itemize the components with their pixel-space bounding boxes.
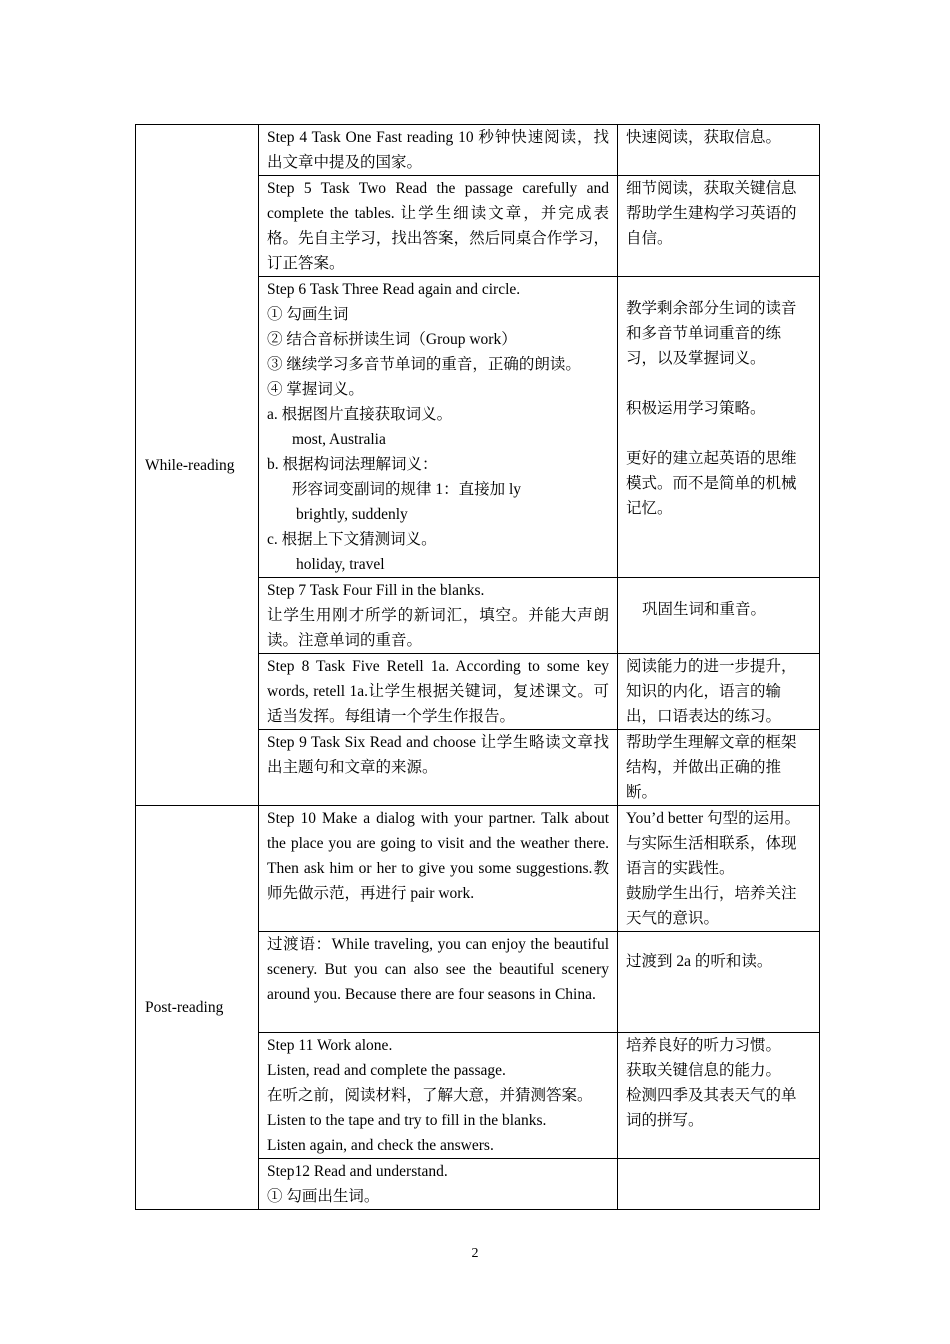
purpose-cell — [618, 277, 820, 578]
vocab-words: holiday, travel — [296, 556, 385, 573]
step-title: Step 7 Task Four Fill in the blanks. — [267, 582, 485, 599]
purpose-text: 过渡到 2a 的听和读。 — [626, 953, 773, 970]
purpose-text: You’d better 句型的运用。 — [626, 810, 801, 827]
purpose-text: 细节阅读，获取关键信息帮助学生建构学习英语的自信。 — [626, 180, 797, 247]
activity-cell — [259, 578, 618, 654]
activity-cell — [259, 654, 618, 730]
list-item: ③ 继续学习多音节单词的重音，正确的朗读。 — [267, 356, 581, 373]
purpose-text: 巩固生词和重音。 — [642, 601, 767, 618]
purpose-text: 阅读能力的进一步提升，知识的内化，语言的输出，口语表达的练习。 — [626, 658, 797, 725]
activity-cell — [259, 125, 618, 176]
step-line: 在听之前，阅读材料，了解大意，并猜测答案。 — [267, 1087, 593, 1104]
step-title: Step12 Read and understand. — [267, 1163, 448, 1180]
purpose-cell — [618, 932, 820, 1033]
activity-cell — [259, 176, 618, 277]
purpose-text: 快速阅读，获取信息。 — [626, 129, 782, 146]
list-item: ④ 掌握词义。 — [267, 381, 364, 398]
vocab-words: brightly, suddenly — [296, 506, 408, 523]
sub-label: a. 根据图片直接获取词义。 — [267, 406, 453, 423]
lesson-plan-table — [135, 124, 820, 1210]
step-line: Listen, read and complete the passage. — [267, 1062, 506, 1079]
step-title: Step 6 Task Three Read again and circle. — [267, 281, 521, 298]
purpose-cell — [618, 578, 820, 654]
stage-cell-post-reading — [136, 806, 259, 1210]
purpose-text: 培养良好的听力习惯。 — [626, 1037, 782, 1054]
step-title: Step 11 Work alone. — [267, 1037, 393, 1054]
page-number: 2 — [471, 1246, 479, 1261]
sub-label: b. 根据构词法理解词义： — [267, 456, 438, 473]
purpose-cell — [618, 125, 820, 176]
table-row — [136, 125, 820, 176]
table-row — [136, 806, 820, 932]
purpose-text: 教学剩余部分生词的读音和多音节单词重音的练习，以及掌握词义。 — [626, 300, 797, 367]
activity-cell — [259, 1159, 618, 1210]
stage-label: Post-reading — [145, 999, 224, 1016]
step-text: Step 5 Task Two Read the passage carefully and complete the tables. 让学生细读文章，并完成表格。先自主学习，找出答案，然后同桌合作学习，订正答案。 — [267, 180, 609, 272]
step-text: 让学生用刚才所学的新词汇，填空。并能大声朗读。注意单词的重音。 — [267, 607, 609, 649]
activity-cell — [259, 277, 618, 578]
purpose-cell — [618, 176, 820, 277]
list-item: ② 结合音标拼读生词（Group work） — [267, 331, 517, 348]
purpose-cell — [618, 1159, 820, 1210]
activity-cell — [259, 932, 618, 1033]
stage-label: While-reading — [145, 456, 235, 474]
step-line: Listen again, and check the answers. — [267, 1137, 494, 1154]
activity-cell — [259, 1033, 618, 1159]
transition-text: 过渡语：While traveling, you can enjoy the beautiful scenery. But you can also see the beautiful scenery around you. Because there are four seasons in China. — [267, 936, 609, 1003]
vocab-words: most, Australia — [292, 431, 386, 448]
purpose-cell — [618, 654, 820, 730]
purpose-text: 更好的建立起英语的思维模式。而不是简单的机械记忆。 — [626, 450, 797, 517]
purpose-text: 获取关键信息的能力。 — [626, 1062, 782, 1079]
list-item: ① 勾画出生词。 — [267, 1188, 380, 1205]
rule-text: 形容词变副词的规律 1：直接加 ly — [292, 481, 522, 498]
step-text: Step 9 Task Six Read and choose 让学生略读文章找出主题句和文章的来源。 — [267, 734, 609, 776]
activity-cell — [259, 730, 618, 806]
sub-label: c. 根据上下文猜测词义。 — [267, 531, 437, 548]
purpose-text: 检测四季及其表天气的单词的拼写。 — [626, 1087, 797, 1129]
activity-cell — [259, 806, 618, 932]
purpose-cell — [618, 730, 820, 806]
step-line: Listen to the tape and try to fill in the blanks. — [267, 1112, 547, 1129]
purpose-text: 积极运用学习策略。 — [626, 400, 766, 417]
stage-cell-while-reading — [136, 125, 259, 806]
purpose-cell — [618, 1033, 820, 1159]
step-text: Step 4 Task One Fast reading 10 秒钟快速阅读，找出文章中提及的国家。 — [267, 129, 609, 171]
purpose-text: 与实际生活相联系，体现语言的实践性。 — [626, 835, 797, 877]
step-text: Step 8 Task Five Retell 1a. According to some key words, retell 1a.让学生根据关键词，复述课文。可适当发挥。每组请一个学生作报告。 — [267, 658, 609, 725]
step-text: Step 10 Make a dialog with your partner. Talk about the place you are going to visit and the weather there. Then ask him or her to give you some suggestions.教师先做示范，再进行 pair work. — [267, 810, 609, 902]
purpose-cell — [618, 806, 820, 932]
list-item: ① 勾画生词 — [267, 306, 349, 323]
purpose-text: 鼓励学生出行，培养关注天气的意识。 — [626, 885, 797, 927]
purpose-text: 帮助学生理解文章的框架结构，并做出正确的推断。 — [626, 734, 797, 801]
